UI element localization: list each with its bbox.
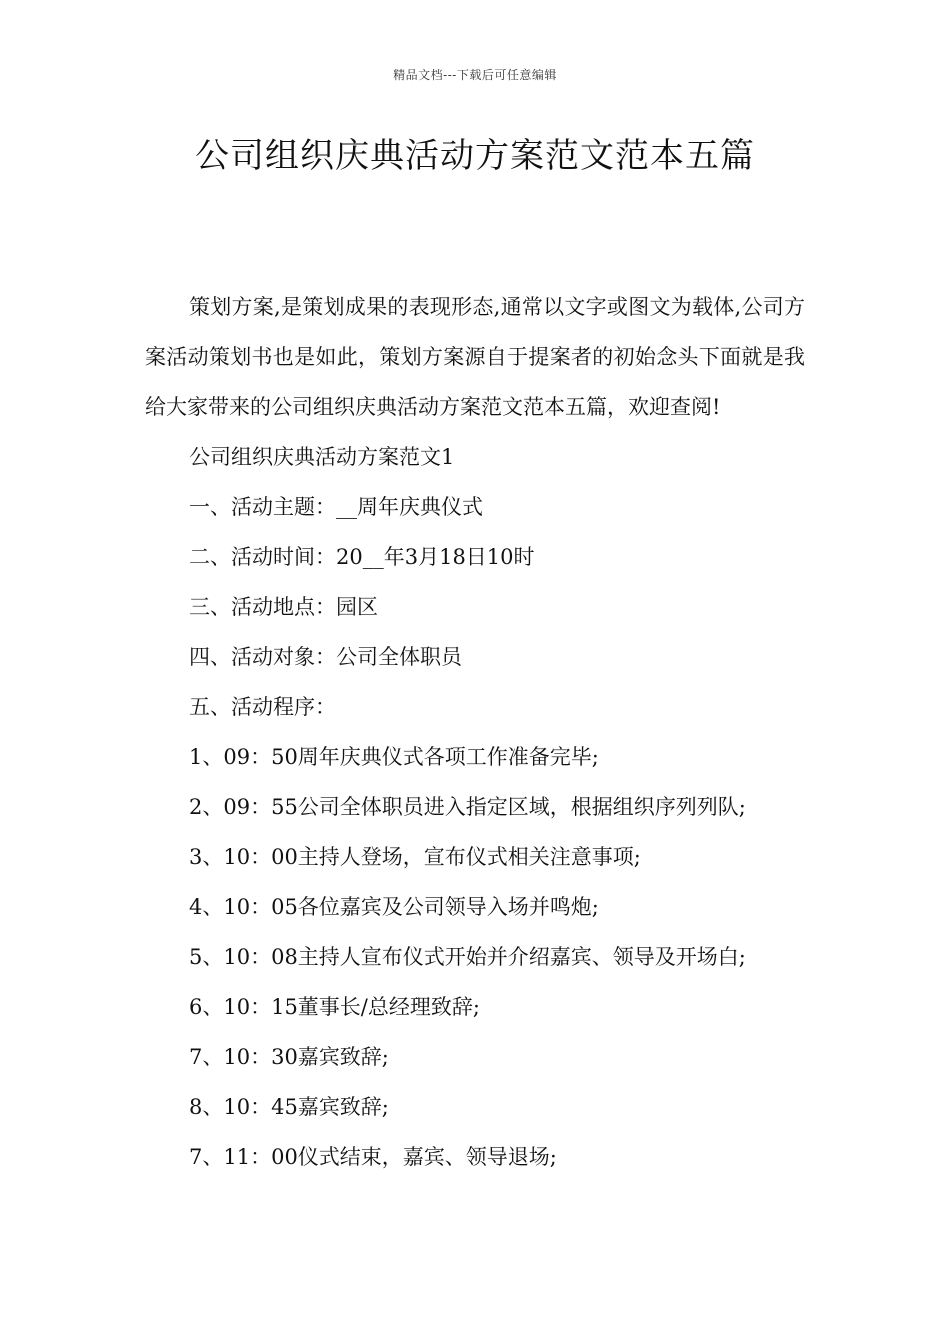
schedule-item: 6、10：15董事长/总经理致辞; xyxy=(189,995,480,1019)
body-line: 二、活动时间：20__年3月18日10时 xyxy=(189,545,535,569)
schedule-item: 8、10：45嘉宾致辞; xyxy=(189,1095,389,1119)
schedule-item: 7、11：00仪式结束，嘉宾、领导退场; xyxy=(189,1145,557,1169)
schedule-item: 3、10：00主持人登场，宣布仪式相关注意事项; xyxy=(189,845,641,869)
body-line: 四、活动对象：公司全体职员 xyxy=(189,645,462,669)
body-line: 五、活动程序： xyxy=(189,695,336,719)
section-heading: 公司组织庆典活动方案范文1 xyxy=(189,445,455,469)
schedule-item: 4、10：05各位嘉宾及公司领导入场并鸣炮; xyxy=(189,895,599,919)
schedule-item: 5、10：08主持人宣布仪式开始并介绍嘉宾、领导及开场白; xyxy=(189,945,746,969)
schedule-item: 2、09：55公司全体职员进入指定区域，根据组织序列列队; xyxy=(189,795,746,819)
body-line: 一、活动主题：__周年庆典仪式 xyxy=(189,495,483,519)
document-body xyxy=(145,282,805,1182)
schedule-item: 7、10：30嘉宾致辞; xyxy=(189,1045,389,1069)
body-line: 三、活动地点：园区 xyxy=(189,595,378,619)
intro-paragraph: 策划方案,是策划成果的表现形态,通常以文字或图文为载体,公司方案活动策划书也是如此，策划方案源自于提案者的初始念头下面就是我给大家带来的公司组织庆典活动方案范文范本五篇，欢迎查阅! xyxy=(145,295,805,419)
header-note: 精品文档---下载后可任意编辑 xyxy=(393,68,557,82)
schedule-item: 1、09：50周年庆典仪式各项工作准备完毕; xyxy=(189,745,599,769)
document-title: 公司组织庆典活动方案范文范本五篇 xyxy=(195,136,755,176)
